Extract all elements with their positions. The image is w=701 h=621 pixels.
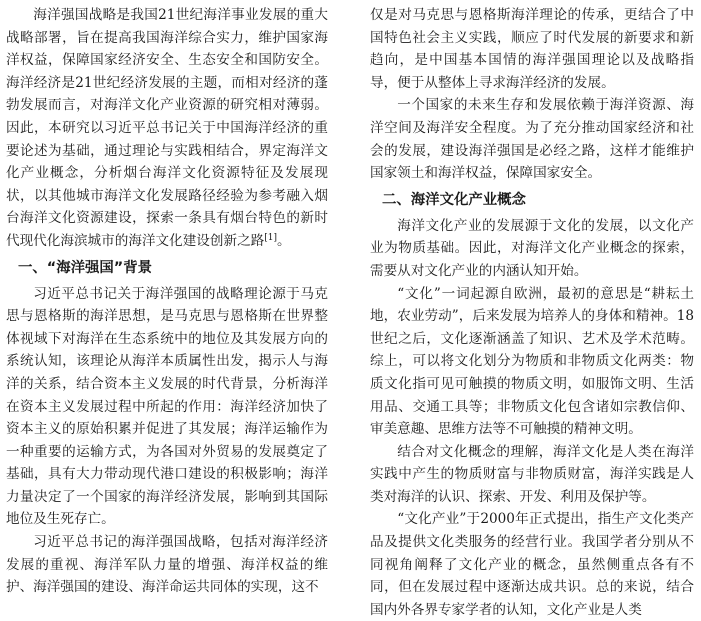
body-paragraph: “文化”一词起源自欧洲，最初的意思是“耕耘土地，农业劳动”，后来发展为培养人的身体和精神。18世纪之后，文化逐渐涵盖了知识、艺术及学术范畴。综上，可以将文化划分为物质和非物质文化两类：物质文化指可见可触摸的物质文明，如服饰文明、生活用品、交通工具等；非物质文化包含诸如宗教信仰、审美意趣、思维方法等不可触摸的精神文明。 [370, 285, 694, 438]
right-column [370, 4, 694, 621]
body-paragraph: 海洋文化产业的发展源于文化的发展，以文化产业为物质基础。因此，对海洋文化产业概念的探索，需要从对文化产业的内涵认知开始。 [370, 217, 694, 279]
body-paragraph-continued: 仅是对马克思与恩格斯海洋理论的传承，更结合了中国特色社会主义实践，顺应了时代发展的新要求和新趋向，是中国基本国情的海洋强国理论以及战略指导，便于从整体上寻求海洋经济的发展。 [370, 7, 694, 91]
body-paragraph: 结合对文化概念的理解，海洋文化是人类在海洋实践中产生的物质财富与非物质财富，海洋实践是人类对海洋的认识、探索、开发、利用及保护等。 [370, 443, 694, 505]
left-column [6, 4, 328, 599]
reference-marker[interactable]: [1] [264, 232, 278, 243]
body-paragraph: “文化产业”于2000年正式提出，指生产文化类产品及提供文化类服务的经营行业。我国学者分别从不同视角阐释了文化产业的概念，虽然侧重点各有不同，但在发展过程中逐渐达成共识。总的来说，结合国内外各界专家学者的认知，文化产业是人类 [370, 511, 694, 618]
body-paragraph: 习近平总书记关于海洋强国的战略理论源于马克思与恩格斯的海洋思想，是马克思与恩格斯在世界整体视域下对海洋在生态系统中的地位及其发展方向的系统认知，该理论从海洋本质属性出发，揭示人与海洋的关系，结合资本主义发展的时代背景，分析海洋在资本主义发展过程中所起的作用：海洋经济加快了资本主义的原始积累并促进了其发展；海洋运输作为一种重要的运输方式，为各国对外贸易的发展奠定了基础，具有大力带动现代港口建设的积极影响；海洋力量决定了一个国家的海洋经济发展，影响到其国际地位及生死存亡。 [6, 285, 328, 528]
intro-paragraph: 海洋强国战略是我国21世纪海洋事业发展的重大战略部署，旨在提高我国海洋综合实力，维护国家海洋权益，保障国家经济安全、生态安全和国防安全。海洋经济是21世纪经济发展的主题，而相对经济的蓬勃发展而言，对海洋文化产业资源的研究相对薄弱。因此，本研究以习近平总书记关于中国海洋经济的重要论述为基础，通过理论与实践相结合，界定海洋文化产业概念，分析烟台海洋文化资源特征及发展现状，以其他城市海洋文化发展路径经验为参考融入烟台海洋文化资源建设，探索一条具有烟台特色的新时代现代化海滨城市的海洋文化建设创新之路[1]。 [6, 7, 328, 249]
section-heading-ocean-power: 一、“海洋强国”背景 [18, 259, 153, 276]
section-heading-marine-culture-industry: 二、海洋文化产业概念 [382, 191, 526, 208]
body-paragraph: 一个国家的未来生存和发展依赖于海洋资源、海洋空间及海洋安全程度。为了充分推动国家经济和社会的发展，建设海洋强国是必经之路，这样才能维护国家领土和海洋权益，保障国家安全。 [370, 97, 694, 182]
body-paragraph: 习近平总书记的海洋强国战略，包括对海洋经济发展的重视、海洋军队力量的增强、海洋权益的维护、海洋强国的建设、海洋命运共同体的实现，这不 [6, 534, 328, 596]
